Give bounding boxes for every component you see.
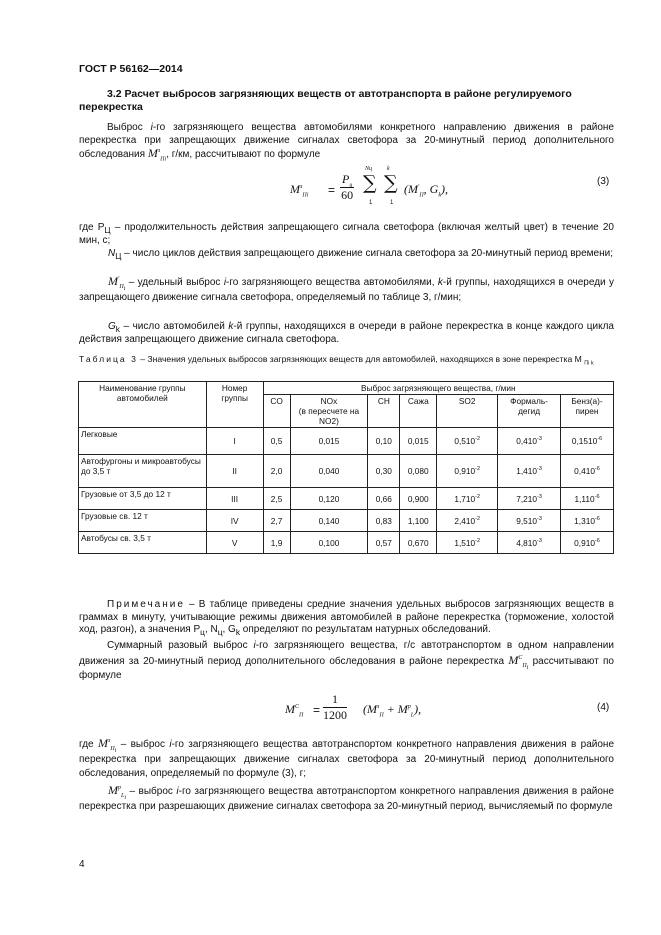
where-m: $M'_{П_i}$ – удельный выброс i-го загрязняющего вещества автомобилями, k-й группы, находящихся в очереди у запрещающего движение сигнала светофора, определяемый по таблице 3, г/мин; [79,274,614,303]
formula4-lhs: $M^C_П$ [285,702,304,719]
where-nc: $N_Ц$ – число циклов действия запрещающего движение сигнала светофора за 20-минутный период времени; [108,248,614,261]
cell-nox: 0,140 [290,510,368,532]
m-z-symbol: $M^з_{Пi}$ [147,146,167,163]
formula3-fraction: $P_ц$ 60 [341,172,354,202]
header-group: Номер группы [206,382,263,428]
cell-formaldehyde: $7,210^{-3}$ [498,488,561,510]
page-number: 4 [79,859,85,870]
cell-name: Легковые [79,428,207,455]
cell-nox: 0,015 [290,428,368,455]
cell-so2: $1,710^{-2}$ [437,488,498,510]
cell-ch: 0,30 [368,455,400,488]
section-heading [79,88,614,114]
sum1-upper: Nц [365,166,373,172]
header-co: CO [263,395,290,428]
sum2-upper: k [387,166,390,172]
cell-name: Грузовые св. 12 т [79,510,207,532]
m-prime-symbol: $M'_{П_i}$ [108,274,126,293]
header-soot: Сажа [400,395,437,428]
cell-name: Автофургоны и микроавтобусы до 3,5 т [79,455,207,488]
cell-soot: 0,670 [400,532,437,554]
section-number: 3.2 [107,88,122,100]
cell-so2: $2,410^{-2}$ [437,510,498,532]
cell-ch: 0,57 [368,532,400,554]
m-c-symbol: $M^C_{П_i}$ [508,653,529,672]
section-title: Расчет выбросов загрязняющих веществ от автотранспорта в районе регулируемого перекрестка [79,88,572,113]
header-nox: NOx (в пересчете на NO2) [290,395,368,428]
cell-ch: 0,83 [368,510,400,532]
table-body [79,428,614,554]
cell-soot: 0,080 [400,455,437,488]
table-row [79,428,614,455]
table-row [79,488,614,510]
cell-group: IV [206,510,263,532]
cell-benzpyrene: $1,310^{-6}$ [561,510,614,532]
table-row [79,455,614,488]
header-formaldehyde: Формаль-дегид [498,395,561,428]
formula4-equals: = [313,703,321,717]
table-row [79,532,614,554]
table-note: Примечание – В таблице приведены средние значения удельных выбросов загрязняющих веществ в граммах в минуту, учитывающие режимы движения автомобилей в районе перекрестка (торможение, холостой ход, разгон), а значения $P_ц$, $N_ц$, $G_k$ определяют по результатам натурных обследований. [79,599,614,638]
cell-so2: $0,510^{-2}$ [437,428,498,455]
cell-soot: 0,015 [400,428,437,455]
cell-co: 1,9 [263,532,290,554]
header-benzpyrene: Бенз(а)-пирен [561,395,614,428]
table-3 [78,381,614,554]
cell-group: II [206,455,263,488]
formula3-term: ($M'_П$, $G_k$), [404,182,448,199]
cell-name: Грузовые от 3,5 до 12 т [79,488,207,510]
sum1-sign: ∑ [363,172,377,194]
cell-co: 0,5 [263,428,290,455]
sum2-lower: 1 [390,200,394,206]
formula4-number: (4) [597,702,610,713]
cell-soot: 1,100 [400,510,437,532]
where-mp: $M^р_{L_i}$ – выброс i-го загрязняющего вещества автотранспортом конкретного направления движения в районе перекрестка при разрешающих движение сигналах светофора за 20-минутный период, вычисляемый по формуле [79,783,614,812]
table-header-row [79,382,614,395]
cell-formaldehyde: $1,410^{-3}$ [498,455,561,488]
cell-formaldehyde: $9,510^{-3}$ [498,510,561,532]
cell-nox: 0,100 [290,532,368,554]
cell-benzpyrene: $0,410^{-6}$ [561,455,614,488]
cell-soot: 0,900 [400,488,437,510]
table3-caption: Таблица 3 – Значения удельных выбросов загрязняющих веществ для автомобилей, находящихся в зоне перекрестка М $_{Пi k}$ [79,354,594,367]
cell-formaldehyde: $4,810^{-3}$ [498,532,561,554]
formula3-equals: = [328,183,336,197]
formula4-rhs: $(M^з_П + M^р_L)$, [363,702,422,719]
formula4-fraction: $\frac{1}{1200}$ [323,692,347,722]
cell-name: Автобусы св. 3,5 т [79,532,207,554]
header-emission: Выброс загрязняющего вещества, г/мин [263,382,613,395]
cell-ch: 0,66 [368,488,400,510]
formula3-number: (3) [597,176,610,187]
table-row [79,510,614,532]
cell-so2: $0,910^{-2}$ [437,455,498,488]
sum1-lower: 1 [369,200,373,206]
cell-so2: $1,510^{-2}$ [437,532,498,554]
m-z-symbol-2: $M^з_{П_i}$ [97,736,117,755]
m-p-symbol: $M^р_{L_i}$ [108,783,127,802]
cell-nox: 0,040 [290,455,368,488]
summary-paragraph: Суммарный разовый выброс i-го загрязняющего вещества, г/с автотранспортом в одном направлении движения за 20-минутный период дополнительного обследования в районе перекрестка $M^C_{П_i}$ рассчитывают по формуле [79,640,614,681]
intro-paragraph: Выброс i-го загрязняющего вещества автомобилями конкретного направлению движения в районе перекрестка при запрещающих движение сигналах светофора за 20-минутный период дополнительного обследования $M^з_{Пi}$, г/км, рассчитывают по формуле [79,122,614,163]
cell-co: 2,7 [263,510,290,532]
sum2-sign: ∑ [384,172,398,194]
cell-co: 2,0 [263,455,290,488]
formula3-lhs: $M^з_{Пi}$ [290,182,309,199]
header-so2: SO2 [437,395,498,428]
cell-group: V [206,532,263,554]
cell-group: I [206,428,263,455]
cell-co: 2,5 [263,488,290,510]
cell-group: III [206,488,263,510]
where-mz: где $M^з_{П_i}$ – выброс i-го загрязняющего вещества автотранспортом конкретного направления движения в районе перекрестка при запрещающих движение сигналах светофора за 20-минутный период дополнительного обследования, определяемый по формуле (3), г; [79,736,615,779]
header-name: Наименование группы автомобилей [79,382,207,428]
header-ch: CH [368,395,400,428]
cell-ch: 0,10 [368,428,400,455]
cell-benzpyrene: $0,1510^{-6}$ [561,428,614,455]
cell-benzpyrene: $1,110^{-6}$ [561,488,614,510]
cell-nox: 0,120 [290,488,368,510]
cell-formaldehyde: $0,410^{-3}$ [498,428,561,455]
where-pc: где $P_Ц$ – продолжительность действия запрещающего сигнала светофора (включая желтый цвет) в течение 20 мин, с; [79,222,614,246]
where-g: $G_k$ – число автомобилей k-й группы, находящихся в очереди в районе перекрестка в конце каждого цикла действия запрещающего движение сигнала светофора. [79,321,614,345]
document-header: ГОСТ Р 56162—2014 [79,63,183,75]
cell-benzpyrene: $0,910^{-6}$ [561,532,614,554]
